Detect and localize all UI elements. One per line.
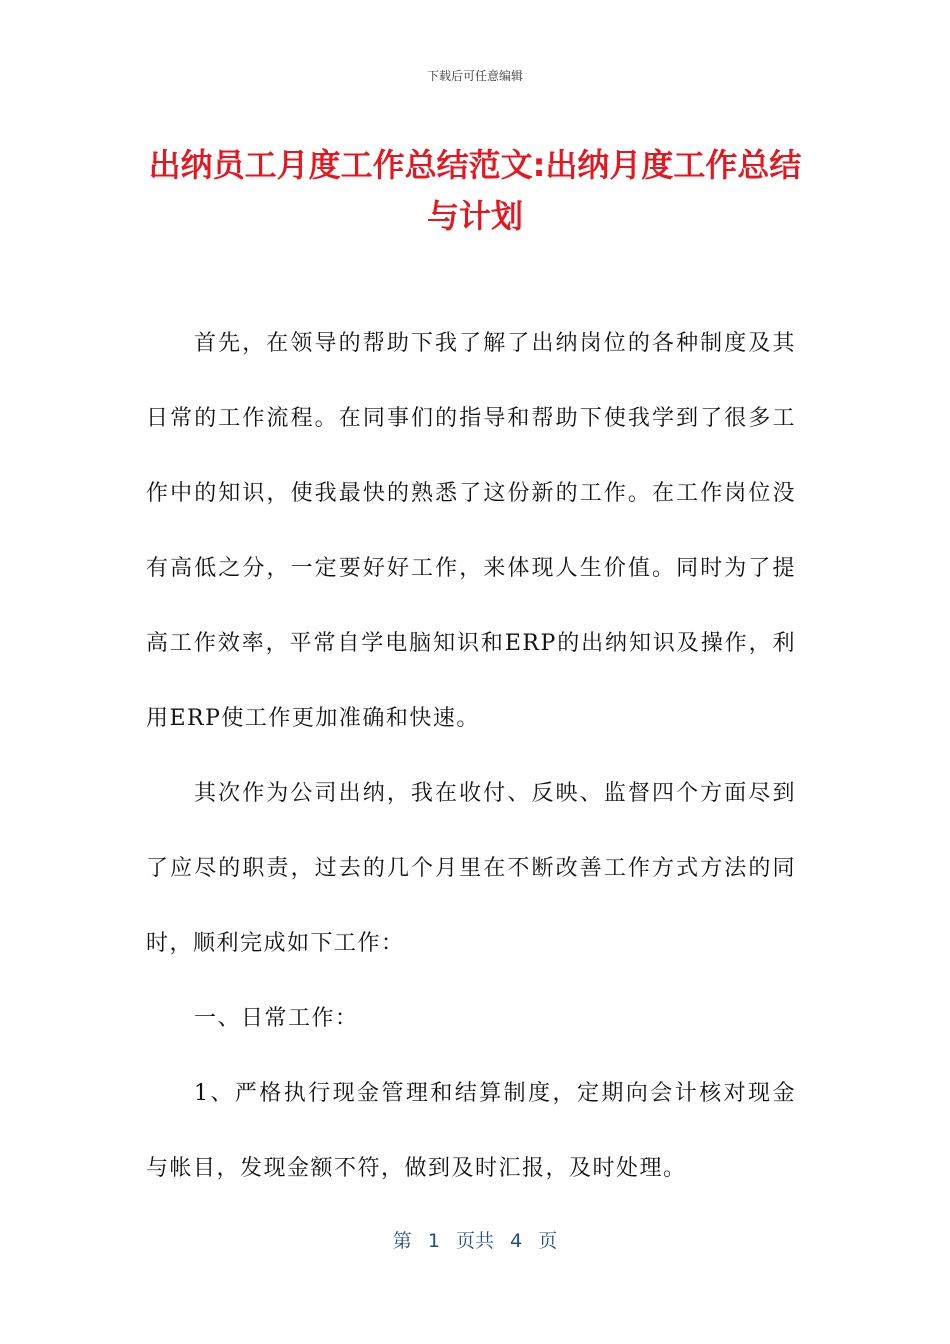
page-footer	[0, 1226, 950, 1253]
page-number: 1	[427, 1230, 440, 1252]
paragraph-1: 首先，在领导的帮助下我了解了出纳岗位的各种制度及其日常的工作流程。在同事们的指导和帮助下使我学到了很多工作中的知识，使我最快的熟悉了这份新的工作。在工作岗位没有高低之分，一定要好好工作，来体现人生价值。同时为了提高工作效率，平常自学电脑知识和ERP的出纳知识及操作，利用ERP使工作更加准确和快速。	[146, 331, 796, 731]
page-label-prefix: 第	[392, 1230, 412, 1252]
document-title: 出纳员工月度工作总结范文:出纳月度工作总结与计划	[148, 146, 802, 235]
paragraph-3: 1、严格执行现金管理和结算制度，定期向会计核对现金与帐目，发现金额不符，做到及时汇报，及时处理。	[146, 1081, 796, 1181]
paragraph-2: 其次作为公司出纳，我在收付、反映、监督四个方面尽到了应尽的职责，过去的几个月里在不断改善工作方式方法的同时，顺利完成如下工作：	[146, 781, 796, 956]
header-note: 下载后可任意编辑	[426, 69, 523, 83]
page-label-middle: 页共	[455, 1230, 494, 1252]
section-heading: 一、日常工作：	[194, 1006, 359, 1031]
document-body	[146, 306, 796, 1206]
total-pages: 4	[510, 1230, 523, 1252]
page-label-suffix: 页	[538, 1230, 558, 1252]
